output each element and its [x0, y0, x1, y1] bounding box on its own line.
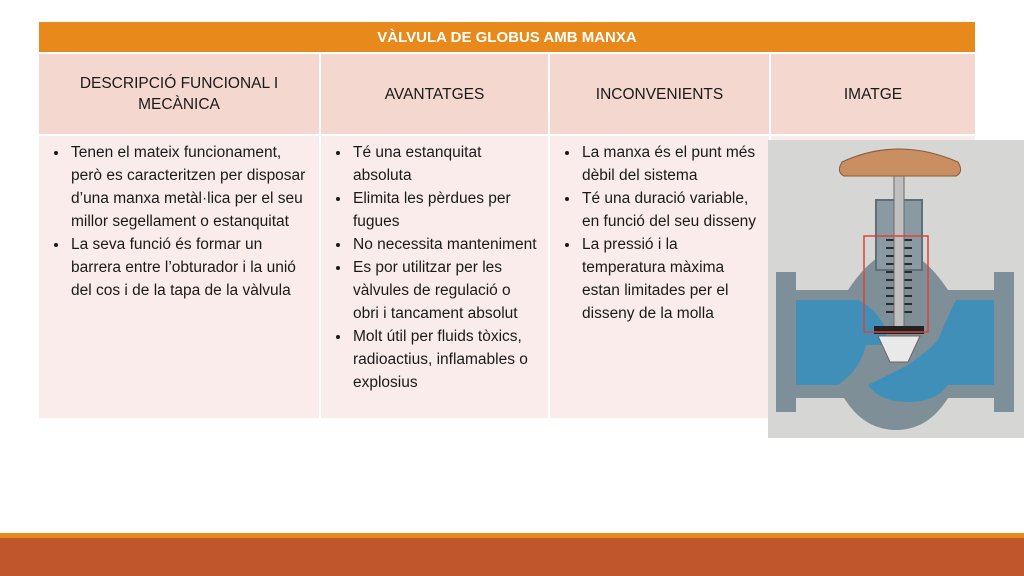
header-descripcio: DESCRIPCIÓ FUNCIONAL I MECÀNICA [38, 53, 320, 135]
inconvenients-list [550, 141, 761, 325]
list-item: • Elimita les pèrdues per fugues [351, 187, 540, 233]
cell-avantatges [320, 135, 549, 419]
globe-valve-bellows-diagram-icon [768, 140, 1024, 438]
list-item: • La pressió i la temperatura màxima estan limitades per el disseny de la molla [580, 233, 761, 325]
header-inconvenients: INCONVENIENTS [549, 53, 770, 135]
list-item: • Té una estanquitat absoluta [351, 141, 540, 187]
list-item: • Molt útil per fluids tòxics, radioactius, inflamables o explosius [351, 325, 540, 394]
descripcio-list [39, 141, 311, 302]
cell-descripcio [38, 135, 320, 419]
list-item: • La seva funció és formar un barrera entre l’obturador i la unió del cos i de la tapa de la vàlvula [69, 233, 311, 302]
header-avantatges: AVANTATGES [320, 53, 549, 135]
table-title: VÀLVULA DE GLOBUS AMB MANXA [38, 21, 976, 53]
list-item: • No necessita manteniment [351, 233, 540, 256]
list-item: • Es por utilitzar per les vàlvules de regulació o obri i tancament absolut [351, 256, 540, 325]
list-item: • Tenen el mateix funcionament, però es caracteritzen per disposar d’una manxa metàl·lica per el seu millor segellament o estanquitat [69, 141, 311, 233]
list-item: • La manxa és el punt més dèbil del sistema [580, 141, 761, 187]
cell-inconvenients [549, 135, 770, 419]
avantatges-list [321, 141, 540, 394]
list-item: • Té una duració variable, en funció del seu disseny [580, 187, 761, 233]
footer-band [0, 538, 1024, 576]
header-imatge: IMATGE [770, 53, 976, 135]
